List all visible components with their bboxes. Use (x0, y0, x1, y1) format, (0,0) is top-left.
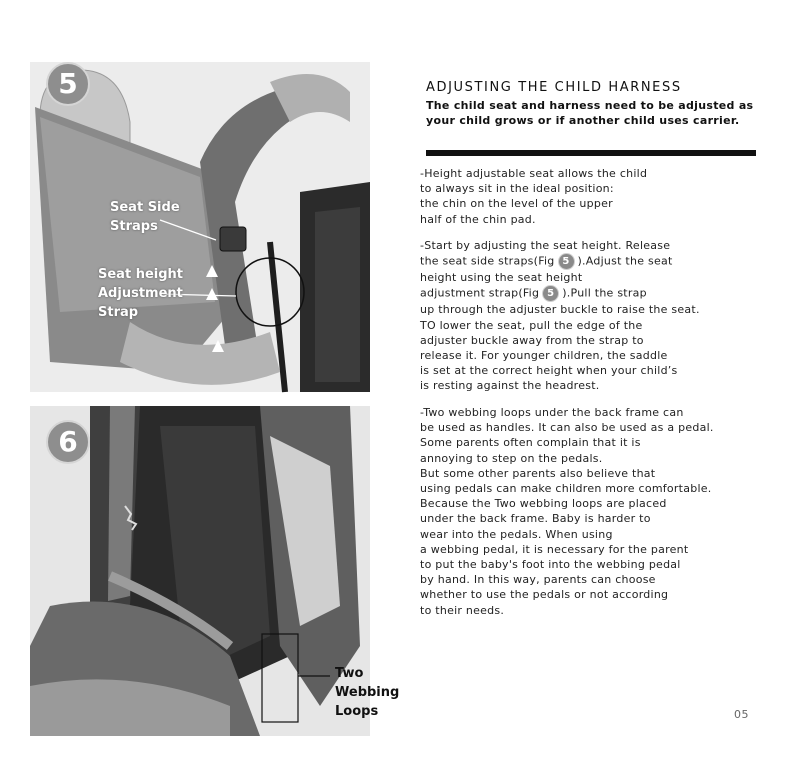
label-line: Seat height (98, 267, 183, 282)
text-line: half of the chin pad. (420, 212, 536, 226)
section-title: ADJUSTING THE CHILD HARNESS (426, 80, 682, 95)
text-line: is resting against the headrest. (420, 379, 600, 393)
text-line: to always sit in the ideal position: (420, 182, 614, 196)
label-line: Loops (335, 704, 379, 719)
text-line (420, 285, 760, 302)
text-line: TO lower the seat, pull the edge of the (420, 318, 643, 332)
label-line: Straps (110, 219, 158, 234)
text-line: -Height adjustable seat allows the child (420, 167, 648, 180)
seat-height-adjustment-strap-label (98, 265, 183, 322)
text-line: the chin on the level of the upper (420, 197, 613, 211)
text-line: wear into the pedals. When using (420, 527, 613, 541)
figure-5-ref-icon: 5 (542, 285, 559, 302)
label-line: Seat Side (110, 200, 180, 215)
paragraph-adjusting-seat-height (420, 238, 760, 394)
text-line: -Start by adjusting the seat height. Release (420, 239, 671, 252)
text-line: under the back frame. Baby is harder to (420, 512, 651, 526)
text-fragment: adjustment strap(Fig (420, 286, 540, 300)
text-line: to put the baby's foot into the webbing pedal (420, 558, 681, 572)
paragraph-webbing-loops (420, 405, 760, 618)
text-line: Because the Two webbing loops are placed (420, 497, 667, 511)
figure-number-badge: 6 (46, 420, 90, 464)
title-divider (426, 150, 756, 156)
label-line: Two (335, 666, 364, 681)
text-line: Some parents often complain that it is (420, 436, 641, 450)
paragraph-height-adjustable-seat (420, 166, 760, 227)
text-line: a webbing pedal, it is necessary for the parent (420, 542, 689, 556)
text-line: be used as handles. It can also be used as a pedal. (420, 421, 714, 435)
text-line: whether to use the pedals or not according (420, 588, 669, 602)
text-line: annoying to step on the pedals. (420, 451, 603, 465)
figure-5-child-seat-photo (30, 62, 370, 392)
page-number: 05 (734, 708, 749, 721)
text-line: by hand. In this way, parents can choose (420, 573, 656, 587)
section-subtitle: The child seat and harness need to be adjusted as your child grows or if another child uses carrier. (426, 99, 754, 127)
figure-5-ref-icon: 5 (558, 253, 575, 270)
text-line: is set at the correct height when your child’s (420, 364, 678, 378)
text-line: -Two webbing loops under the back frame can (420, 406, 684, 419)
text-line: to their needs. (420, 603, 505, 617)
text-line: adjuster buckle away from the strap to (420, 333, 644, 347)
text-fragment: ).Adjust the seat (577, 254, 673, 268)
text-line: But some other parents also believe that (420, 466, 656, 480)
text-fragment: ).Pull the strap (562, 286, 647, 300)
figure-6-back-frame-photo (30, 406, 400, 736)
text-line (420, 253, 760, 270)
seat-side-straps-label (110, 198, 180, 236)
carrier-seat-illustration (30, 62, 370, 392)
text-line: up through the adjuster buckle to raise the seat. (420, 303, 700, 317)
two-webbing-loops-label (335, 664, 399, 721)
figure-number-badge: 5 (46, 62, 90, 106)
label-line: Webbing (335, 685, 400, 700)
text-line: using pedals can make children more comfortable. (420, 482, 712, 496)
text-line: release it. For younger children, the saddle (420, 349, 668, 363)
text-fragment: the seat side straps(Fig (420, 254, 555, 268)
label-line: Adjustment (98, 286, 183, 301)
text-line: height using the seat height (420, 271, 583, 285)
label-line: Strap (98, 305, 139, 320)
